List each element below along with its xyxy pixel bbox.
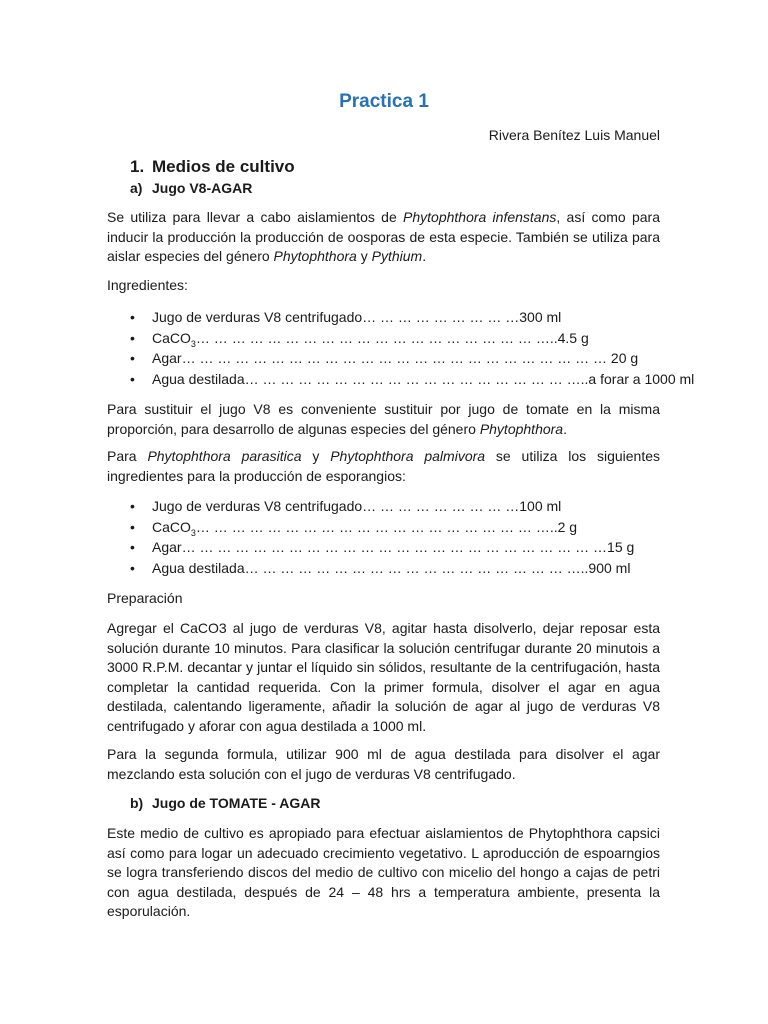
ingredients-list-1 <box>107 307 695 389</box>
paragraph-sustituir <box>107 400 660 439</box>
section-number: 1. <box>130 157 145 176</box>
list-item <box>107 369 695 390</box>
leader-dots: … … … … … … … … … … … … … … … … … … … … <box>195 518 550 535</box>
bullet-icon: • <box>130 329 135 346</box>
text-run: Para <box>107 448 148 464</box>
bullet-icon: • <box>130 370 135 387</box>
preparation-label: Preparación <box>107 590 183 606</box>
leader-dots: … … … … … … … … … <box>362 309 520 325</box>
text-run: y <box>356 248 372 264</box>
text-run: Para sustituir el jugo V8 es conveniente sustituir por jugo de tomate en la misma proporción, para desarrollo de algunas especies del género <box>107 401 660 437</box>
paragraph-tomate: Este medio de cultivo es apropiado para efectuar aislamientos de Phytophthora capsici así como para logar un adecuado crecimiento vegetativo. L aproducción de espoarngios se logra transferiendo discos del medio de cultivo con micelio del hongo a cajas de petri con agua destilada, después de 24 – 48 hrs a temperatura ambiente, presenta la esporulación. <box>107 825 660 919</box>
leader-dots: … … … … … … … … … <box>362 498 520 514</box>
page-title: Practica 1 <box>339 91 429 112</box>
paragraph-intro <box>107 208 660 267</box>
subscript: 3 <box>190 338 196 349</box>
paragraph-second-formula: Para la segunda formula, utilizar 900 ml de agua destilada para disolver el agar mezclando esta solución con el jugo de verduras V8 centrifugado. <box>107 746 660 782</box>
leader-dots: … … … … … … … … … … … … … … … … … … … … … … … … <box>181 350 608 366</box>
ingredient-name: Agar <box>152 539 182 555</box>
list-item <box>107 328 667 349</box>
ingredients-list-2 <box>107 496 667 578</box>
list-item <box>107 558 667 579</box>
paragraph-esporangios <box>107 447 660 486</box>
subsection-title: Jugo V8-AGAR <box>152 180 253 196</box>
italic-species: Phytophthora palmivora <box>330 448 486 464</box>
paragraph-preparation: Agregar el CaCO3 al jugo de verduras V8, agitar hasta disolverlo, dejar reposar esta solución durante 10 minutos. Para clasificar la solución centrifugar durante 20 minutois a 3000 R.P.M. decantar y juntar el líquido sin sólidos, resultante de la centrifugación, hasta completar la cantidad requerida. Con la primer formula, disolver el agar en agua destilada, calentando ligeramente, añadir la solución de agar al jugo de verduras V8 centrifugado y aforar con agua destilada a 1000 ml. <box>107 620 660 734</box>
ingredient-name: CaCO <box>152 329 191 346</box>
text-run: . <box>422 248 427 264</box>
subsection-letter: b) <box>130 795 144 811</box>
subsection-title: Jugo de TOMATE - AGAR <box>152 795 321 811</box>
ingredient-amount: ..2 g <box>549 518 578 535</box>
section-heading-medios <box>130 157 295 177</box>
ingredient-amount: 100 ml <box>519 498 562 514</box>
bullet-icon: • <box>130 539 135 555</box>
list-item <box>107 496 667 517</box>
subsection-heading-tomate <box>130 795 321 811</box>
subscript: 3 <box>190 527 196 538</box>
bullet-icon: • <box>130 309 135 325</box>
subsection-letter: a) <box>130 180 143 196</box>
ingredient-amount: ..900 ml <box>580 559 631 576</box>
text-run: . <box>563 420 567 437</box>
subsection-heading-v8 <box>130 180 252 196</box>
ingredient-amount: 15 g <box>607 539 635 555</box>
ingredient-name: CaCO <box>152 518 191 535</box>
ingredient-name: Jugo de verduras V8 centrifugado <box>152 498 363 514</box>
italic-species: Phytophthora parasitica <box>147 448 302 464</box>
ingredients-label: Ingredientes: <box>107 277 188 293</box>
ingredient-name: Jugo de verduras V8 centrifugado <box>152 309 363 325</box>
list-item <box>107 307 667 328</box>
list-item <box>107 537 667 558</box>
ingredient-name: Agua destilada <box>152 559 245 576</box>
italic-genus: Phytophthora <box>479 420 564 437</box>
italic-genus: Pythium <box>371 248 423 264</box>
ingredient-amount: 20 g <box>607 350 639 366</box>
ingredient-amount: 300 ml <box>519 309 562 325</box>
text-run: se utiliza los siguientes ingredientes para la producción de esporangios: <box>107 448 661 484</box>
text-run: , así como para inducir la producción la producción de oosporas de esta especie. También se utiliza para aislar especies del género <box>107 209 660 264</box>
text-run: Se utiliza para llevar a cabo aislamientos de <box>107 209 404 225</box>
leader-dots: … … … … … … … … … … … … … … … … … … … <box>244 559 581 576</box>
section-title: Medios de cultivo <box>152 157 295 176</box>
italic-genus: Phytophthora <box>273 248 357 264</box>
ingredient-name: Agar <box>152 350 182 366</box>
bullet-icon: • <box>130 518 135 535</box>
leader-dots: … … … … … … … … … … … … … … … … … … … … <box>195 329 550 346</box>
ingredient-amount: ..a forar a 1000 ml <box>580 370 695 387</box>
list-item <box>107 517 667 538</box>
leader-dots: … … … … … … … … … … … … … … … … … … … <box>244 370 581 387</box>
ingredient-amount: ..4.5 g <box>549 329 589 346</box>
italic-species: Phytophthora infenstans <box>403 209 557 225</box>
leader-dots: … … … … … … … … … … … … … … … … … … … … … … … … <box>181 539 608 555</box>
ingredient-name: Agua destilada <box>152 370 245 387</box>
bullet-icon: • <box>130 498 135 514</box>
bullet-icon: • <box>130 559 135 576</box>
author-name: Rivera Benítez Luis Manuel <box>488 127 660 143</box>
list-item <box>107 348 667 369</box>
bullet-icon: • <box>130 350 135 366</box>
text-run: y <box>301 448 331 464</box>
